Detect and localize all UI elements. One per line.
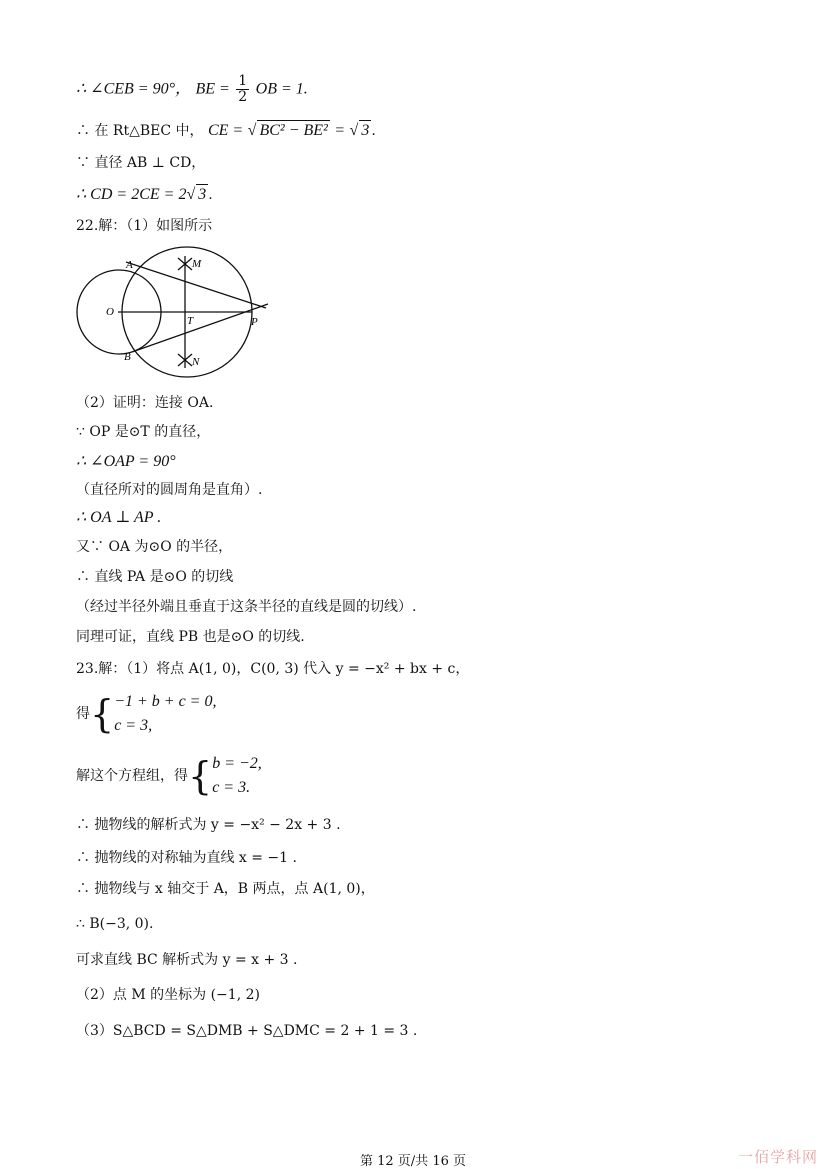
proof-tangent-pa: ∴ 直线 PA 是⊙O 的切线 [76, 569, 234, 585]
geometry-figure [70, 244, 280, 384]
line-angle-ceb [76, 74, 308, 105]
l4-end: . [208, 187, 213, 203]
label-n: N [192, 356, 200, 368]
proof-reason-2: （经过半径外端且垂直于这条半径的直线是圆的切线）. [76, 599, 417, 615]
sys2-eq1: b = −2, [212, 755, 262, 772]
result-line-bc: 可求直线 BC 解析式为 y = x + 3 . [76, 952, 298, 968]
watermark: 一佰学科网 [737, 1148, 818, 1166]
result-parabola: ∴ 抛物线的解析式为 y = −x² − 2x + 3 . [76, 817, 341, 833]
frac-den: 2 [238, 89, 248, 105]
line-diameter-perp: ∵ 直径 AB ⊥ CD， [76, 155, 206, 171]
proof-oa-perp: ∴ OA ⊥ AP . [76, 509, 162, 526]
result-axis: ∴ 抛物线的对称轴为直线 x = −1 . [76, 850, 297, 866]
radicand-bc-be: BC² − BE² [259, 122, 328, 139]
result-area: （3）S△BCD = S△DMB + S△DMC = 2 + 1 = 3 . [76, 1023, 418, 1039]
sys2-eq2: c = 3. [212, 779, 251, 796]
l2-ce: CE = [207, 122, 244, 139]
frac-num: 1 [238, 73, 248, 89]
label-m: M [192, 258, 202, 270]
proof-op-diameter: ∵ OP 是⊙T 的直径， [76, 424, 211, 440]
fraction-half [236, 74, 249, 105]
label-o: O [106, 306, 114, 318]
line-ce: ∴ 在 Rt△BEC 中， CE = √ BC² − BE² = √ 3 . [76, 122, 376, 139]
system-1: 得{ −1 + b + c = 0, c = 3, [76, 692, 217, 736]
result-point-b: ∴ B(−3, 0). [76, 916, 154, 932]
l2-eq: = [334, 122, 346, 139]
q22-heading: 22.解：（1）如图所示 [76, 218, 213, 234]
l2-pre: ∴ 在 Rt△BEC 中， [76, 123, 204, 139]
result-point-m: （2）点 M 的坐标为 (−1, 2) [76, 987, 260, 1003]
proof-angle-oap: ∴ ∠OAP = 90° [76, 453, 176, 470]
l4-pre: ∴ CD = 2CE = 2 [76, 186, 187, 203]
l1-post: OB = 1. [255, 80, 308, 98]
page-footer: 第 12 页/共 16 页 [360, 1154, 466, 1169]
radicand-3b: 3 [198, 186, 207, 203]
sys1-eq2: c = 3, [114, 717, 153, 734]
proof-start: （2）证明：连接 OA. [76, 395, 214, 411]
q23-heading: 23.解：（1）将点 A(1, 0)，C(0, 3) 代入 y = −x² + bx + c， [76, 661, 470, 677]
line-cd: ∴ CD = 2CE = 2√ 3 . [76, 186, 213, 203]
label-a: A [126, 259, 133, 271]
sys1-pre: 得 [76, 706, 90, 722]
line-bp [132, 304, 268, 352]
result-intersections: ∴ 抛物线与 x 轴交于 A，B 两点，点 A(1, 0)， [76, 881, 375, 897]
proof-tangent-pb: 同理可证，直线 PB 也是⊙O 的切线. [76, 629, 305, 645]
proof-reason-1: （直径所对的圆周角是直角）. [76, 482, 263, 498]
proof-radius: 又∵ OA 为⊙O 的半径， [76, 539, 233, 555]
radicand-3: 3 [361, 122, 370, 139]
l1-pre: ∴ ∠CEB = 90°， [76, 80, 192, 98]
l1-be: BE = [195, 80, 230, 98]
label-p: P [251, 316, 258, 328]
label-t: T [187, 315, 194, 327]
sys1-eq1: −1 + b + c = 0, [114, 693, 217, 710]
l2-end: . [371, 123, 376, 139]
system-2: 解这个方程组，得{ b = −2, c = 3. [76, 754, 262, 798]
label-b: B [124, 351, 131, 363]
sys2-pre: 解这个方程组，得 [76, 768, 188, 784]
